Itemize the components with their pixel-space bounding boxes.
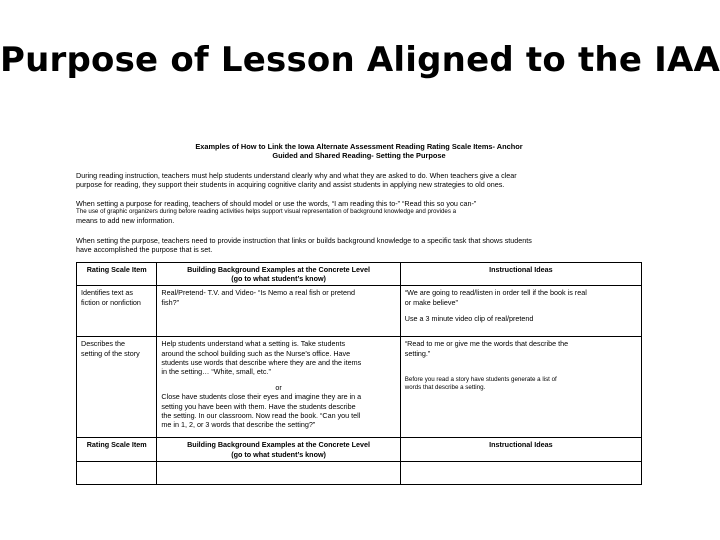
rating-scale-table [76, 262, 642, 485]
cell-empty [77, 461, 157, 484]
cell-rating-item [77, 337, 157, 438]
table-row [77, 461, 642, 484]
paragraph-3-line-1: When setting the purpose, teachers need to provide instruction that links or builds background knowledge to a specific task that shows students [76, 235, 532, 245]
cell-ideas-line3: Use a 3 minute video clip of real/pretend [404, 313, 534, 323]
header-instructional-ideas: Instructional Ideas [400, 263, 641, 286]
paragraph-2-line-3: means to add new information. [76, 216, 175, 226]
cell-empty [157, 461, 400, 484]
paragraph-2 [76, 199, 642, 225]
cell-background-line7: the setting. In our classroom. Now read the book. “Can you tell [161, 410, 361, 420]
table-header-row [77, 438, 642, 461]
document-heading-line1: Examples of How to Link the Iowa Alternate Assessment Reading Rating Scale Items- Anchor [195, 142, 523, 151]
cell-rating-item-line2: fiction or nonfiction [81, 297, 141, 307]
paragraph-1-line-2: purpose for reading, they support their students in acquiring cognitive clarity and assist students in applying new strategies to old ones. [76, 180, 505, 190]
cell-rating-item-line1: Describes the [81, 339, 125, 349]
paragraph-3-line-2: have accomplished the purpose that is set. [76, 244, 213, 254]
cell-ideas-line2: setting.” [404, 348, 431, 358]
document-image [76, 142, 642, 485]
document-heading-line2: Guided and Shared Reading- Setting the Purpose [272, 151, 446, 161]
cell-background-or: or [275, 383, 282, 393]
cell-background-line2: around the school building such as the Nurse’s office. Have [161, 348, 351, 358]
header-building-background [157, 263, 400, 286]
cell-background [157, 337, 400, 438]
cell-ideas-line3: Before you read a story have students generate a list of [404, 375, 557, 383]
cell-background-line5: Close have students close their eyes and imagine they are in a [161, 392, 362, 402]
paragraph-2-line-1: When setting a purpose for reading, teachers of should model or use the words, “I am reading this to-” “Read this so you can-” [76, 199, 477, 209]
cell-background-line2: fish?” [161, 297, 179, 307]
paragraph-2-line-2: The use of graphic organizers during before reading activities helps support visual representation of background knowledge and provides a [76, 208, 457, 216]
header-building-background-line2: (go to what student’s know) [231, 274, 326, 284]
cell-background-line1: Help students understand what a setting is. Take students [161, 339, 346, 349]
cell-ideas-line1: “We are going to read/listen in order tell if the book is real [404, 288, 587, 298]
header-instructional-ideas: Instructional Ideas [400, 438, 641, 461]
cell-background [157, 286, 400, 337]
header-building-background-line1: Building Background Examples at the Concrete Level [187, 265, 371, 275]
cell-ideas [400, 286, 641, 337]
header-building-background-line1: Building Background Examples at the Concrete Level [187, 440, 371, 450]
cell-background-line1: Real/Pretend- T.V. and Video- “Is Nemo a real fish or pretend [161, 288, 356, 298]
cell-rating-item-line1: Identifies text as [81, 288, 133, 298]
paragraph-3 [76, 236, 642, 254]
header-building-background-line2: (go to what student’s know) [231, 449, 326, 459]
table-row [77, 337, 642, 438]
header-rating-scale-item: Rating Scale Item [77, 438, 157, 461]
paragraph-1 [76, 171, 642, 189]
cell-background-line6: setting you have been with them. Have the students describe [161, 401, 356, 411]
header-building-background [157, 438, 400, 461]
cell-background-line3: students use words that describe where they are and the items [161, 357, 362, 367]
cell-ideas [400, 337, 641, 438]
slide-title: Purpose of Lesson Aligned to the IAA [0, 40, 720, 80]
table-header-row [77, 263, 642, 286]
paragraph-1-line-1: During reading instruction, teachers must help students understand clearly why and what they are asked to do. When teachers give a clear [76, 170, 517, 180]
cell-ideas-line4: words that describe a setting. [404, 383, 486, 391]
cell-ideas-line2: or make believe” [404, 297, 458, 307]
cell-empty [400, 461, 641, 484]
cell-ideas-line1: “Read to me or give me the words that describe the [404, 339, 569, 349]
cell-rating-item [77, 286, 157, 337]
cell-background-line4: in the setting… “White, small, etc.” [161, 367, 271, 377]
table-row [77, 286, 642, 337]
cell-rating-item-line2: setting of the story [81, 348, 140, 358]
cell-background-line8: me in 1, 2, or 3 words that describe the setting?” [161, 420, 316, 430]
document-heading [76, 142, 642, 161]
header-rating-scale-item: Rating Scale Item [77, 263, 157, 286]
